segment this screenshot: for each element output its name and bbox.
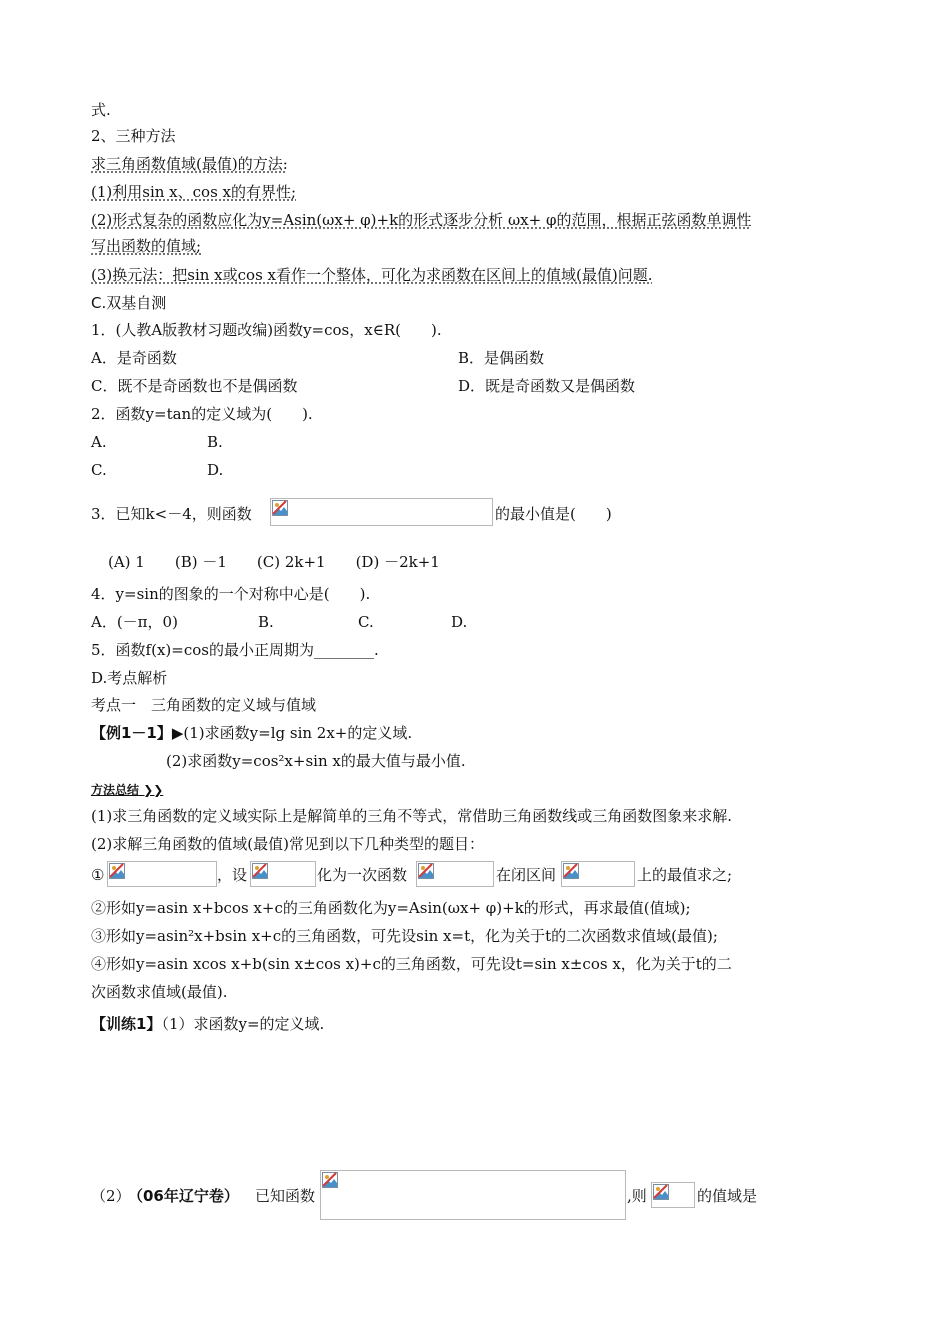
broken-image-icon <box>653 1184 669 1200</box>
type-1-e: 上的最值求之; <box>637 866 733 884</box>
text-line: 式. <box>91 101 111 119</box>
training-2-source: （06年辽宁卷） <box>128 1187 239 1205</box>
type-2: ②形如y=asin x+bcos x+c的三角函数化为y=Asin(ωx+ φ)+k的形式，再求最值(值域); <box>91 899 691 917</box>
training-label: 【训练1】 <box>91 1015 162 1033</box>
broken-image-icon <box>418 863 434 879</box>
broken-image-icon <box>322 1172 338 1188</box>
formula-image <box>651 1182 695 1208</box>
formula-image <box>107 861 217 887</box>
type-4: ④形如y=asin xcos x+b(sin x±cos x)+c的三角函数，可先设t=sin x±cos x，化为关于t的二 <box>91 955 732 973</box>
training-2-c: 已知函数 <box>255 1187 316 1205</box>
option-a: A. <box>91 433 107 451</box>
training-2-e: 的值域是 <box>697 1187 758 1205</box>
option-a: A．是奇函数 <box>91 349 177 367</box>
option-d: D. <box>207 461 224 479</box>
question-4: 4．y=sin的图象的一个对称中心是( ). <box>91 585 371 603</box>
training-line <box>91 1014 324 1034</box>
text-line: (1)利用sin x、cos x的有界性; <box>91 183 297 201</box>
type-1-c: 化为一次函数 <box>317 866 408 884</box>
option-c: C. <box>358 613 374 631</box>
training-text: （1）求函数y=的定义域. <box>161 1015 325 1033</box>
text-line: (2)求解三角函数的值域(最值)常见到以下几种类型的题目： <box>91 835 484 853</box>
option-c: C．既不是奇函数也不是偶函数 <box>91 377 298 395</box>
option-b: B. <box>258 613 274 631</box>
type-1-b: ，设 <box>217 866 248 884</box>
method-summary-title: 方法总结 ❯❯ <box>91 783 164 797</box>
question-3-tail: 的最小值是( ) <box>495 505 612 523</box>
option-a: A．(－π，0) <box>91 613 178 631</box>
training-2-d: ,则 <box>627 1187 647 1205</box>
question-2: 2．函数y=tan的定义域为( ). <box>91 405 313 423</box>
example-line <box>91 723 412 743</box>
question-3-options: (A) 1 (B) －1 (C) 2k+1 (D) －2k+1 <box>108 553 440 571</box>
training-2-a: （2） <box>91 1187 131 1205</box>
broken-image-icon <box>252 863 268 879</box>
example-text: ▶(1)求函数y=lg sin 2x+的定义域. <box>171 724 413 742</box>
formula-image <box>270 498 493 526</box>
text-line: (3)换元法：把sin x或cos x看作一个整体，可化为求函数在区间上的值域(最值)问题. <box>91 266 653 284</box>
topic-heading: 考点一 三角函数的定义域与值域 <box>91 696 317 714</box>
text-line: 求三角函数值域(最值)的方法: <box>91 155 288 173</box>
formula-image <box>250 861 316 887</box>
section-heading: C.双基自测 <box>91 294 167 312</box>
type-1-a: ① <box>91 866 105 884</box>
option-b: B．是偶函数 <box>458 349 545 367</box>
option-d: D. <box>451 613 468 631</box>
question-3: 3．已知k<－4，则函数 <box>91 505 252 523</box>
example-line: (2)求函数y=cos²x+sin x的最大值与最小值. <box>166 752 466 770</box>
broken-image-icon <box>109 863 125 879</box>
type-1-d: 在闭区间 <box>496 866 557 884</box>
type-4-cont: 次函数求值域(最值). <box>91 983 228 1001</box>
example-label: 【例1－1】 <box>91 724 172 742</box>
formula-image <box>416 861 494 887</box>
formula-image <box>320 1170 626 1220</box>
question-5: 5．函数f(x)=cos的最小正周期为________. <box>91 641 379 659</box>
option-b: B. <box>207 433 223 451</box>
formula-image <box>561 861 635 887</box>
option-d: D．既是奇函数又是偶函数 <box>458 377 636 395</box>
section-heading: 2、三种方法 <box>91 127 176 145</box>
option-c: C. <box>91 461 107 479</box>
broken-image-icon <box>272 500 288 516</box>
text-line: (2)形式复杂的函数应化为y=Asin(ωx+ φ)+k的形式逐步分析 ωx+ φ的范围，根据正弦函数单调性 <box>91 211 752 229</box>
broken-image-icon <box>563 863 579 879</box>
section-heading: D.考点解析 <box>91 669 168 687</box>
question-1: 1．(人教A版教材习题改编)函数y=cos，x∈R( ). <box>91 321 442 339</box>
text-line: 写出函数的值域; <box>91 237 202 255</box>
text-line: (1)求三角函数的定义域实际上是解简单的三角不等式，常借助三角函数线或三角函数图象来求解. <box>91 807 733 825</box>
type-3: ③形如y=asin²x+bsin x+c的三角函数，可先设sin x=t，化为关于t的二次函数求值域(最值); <box>91 927 718 945</box>
